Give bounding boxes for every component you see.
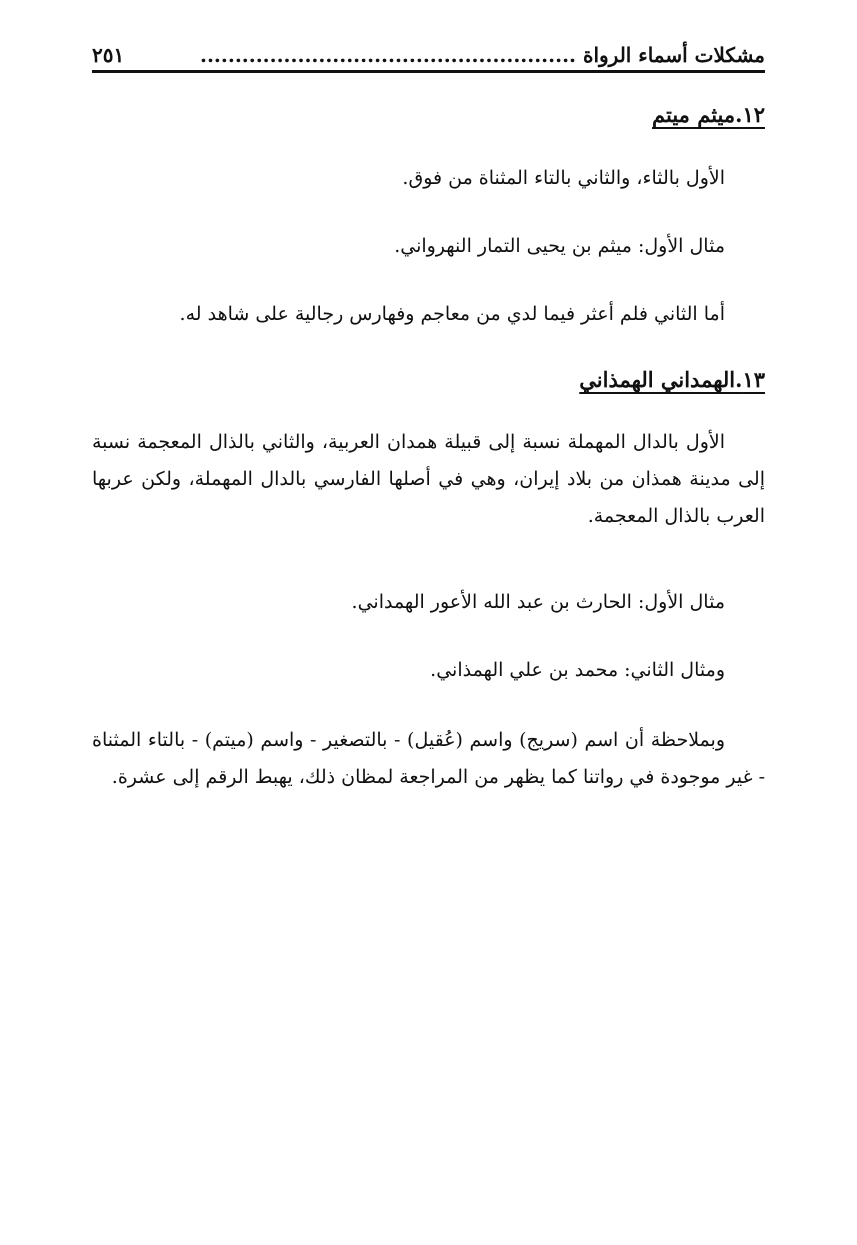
running-header: [92, 34, 765, 73]
paragraph: مثال الأول: ميثم بن يحيى التمار النهرواني.: [394, 235, 725, 257]
section-heading-12: ١٢.ميثم ميتم: [652, 102, 765, 127]
paragraph: الأول بالثاء، والثاني بالتاء المثناة من فوق.: [402, 167, 725, 189]
paragraph: ومثال الثاني: محمد بن علي الهمذاني.: [430, 659, 725, 681]
paragraph: مثال الأول: الحارث بن عبد الله الأعور الهمداني.: [351, 591, 725, 613]
paragraph: وبملاحظة أن اسم (سريج) واسم (عُقيل) - بالتصغير - واسم (ميتم) - بالتاء المثناة - غير موجودة في رواتنا كما يظهر من المراجعة لمظان ذلك، يهبط الرقم إلى عشرة.: [92, 729, 765, 788]
running-header-title: مشكلات أسماء الرواة ......................................................: [200, 43, 765, 67]
paragraph: أما الثاني فلم أعثر فيما لدي من معاجم وفهارس رجالية على شاهد له.: [179, 303, 725, 325]
section-heading-13: ١٣.الهمداني الهمذاني: [579, 367, 765, 392]
page-number: ٢٥١: [92, 43, 125, 67]
paragraph: الأول بالدال المهملة نسبة إلى قبيلة همدان العربية، والثاني بالذال المعجمة نسبة إلى مدينة همذان من بلاد إيران، وهي في أصلها الفارسي بالدال المهملة، ولكن عربها العرب بالذال المعجمة.: [92, 431, 765, 527]
